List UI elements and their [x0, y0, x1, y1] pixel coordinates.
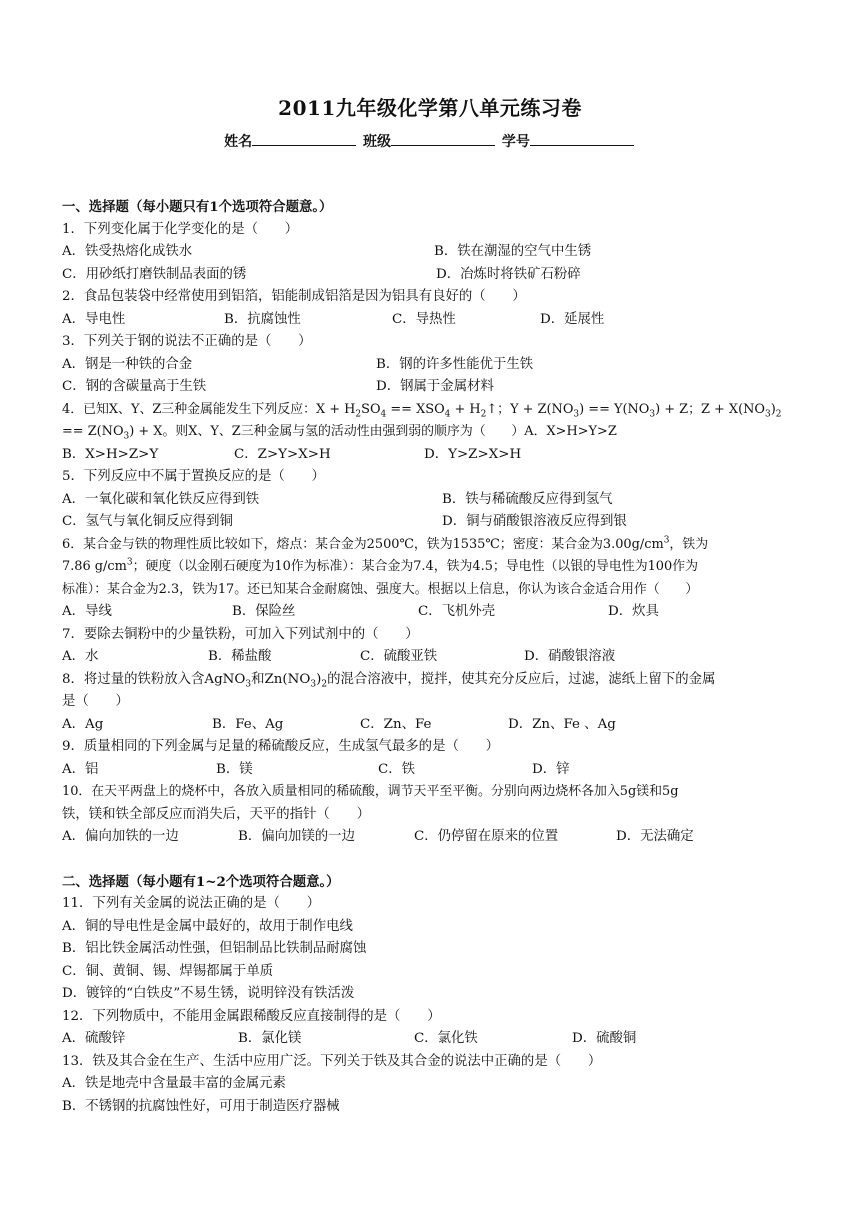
q8-option-b: B．Fe、Ag [212, 716, 284, 732]
q8-option-a: A．Ag [62, 716, 104, 732]
q11-stem: 11．下列有关金属的说法正确的是（ ） [62, 896, 321, 911]
q1-options-row2 [62, 264, 804, 287]
name-label: 姓名 [224, 134, 253, 150]
q10-line2: 铁，镁和铁全部反应而消失后，天平的指针（ ） [62, 806, 370, 822]
q5-options-row2 [62, 511, 804, 534]
q9-option-d: D．锌 [532, 761, 570, 777]
id-label: 学号 [501, 134, 530, 150]
q1-option-c: C．用砂纸打磨铁制品表面的锈 [62, 266, 247, 282]
q8-line1: 8．将过量的铁粉放入含AgNO$_3$和$Zn(NO_3)_2$的混合溶液中，搅拌，使其充分反应后，过滤，滤纸上留下的金属 [62, 671, 716, 690]
name-blank [252, 131, 356, 146]
q12-option-c: C．氯化铁 [414, 1031, 478, 1046]
q4-option-d: D．Y>Z>X>H [424, 446, 522, 462]
q3-stem: 3．下列关于钢的说法不正确的是（ ） [62, 334, 312, 349]
q1-option-b: B．铁在潮湿的空气中生锈 [434, 244, 592, 259]
q1-options-row1 [62, 241, 804, 264]
q6-line3: 标准）：某合金为2.3，铁为17。还已知某合金耐腐蚀、强度大。根据以上信息，你认为该合金适合用作（ ） [62, 581, 699, 597]
q5-option-a: A．一氧化碳和氧化铁反应得到铁 [62, 491, 260, 507]
q13-option-b: B．不锈钢的抗腐蚀性好，可用于制造医疗器械 [62, 1098, 340, 1114]
q2-option-c: C．导热性 [392, 311, 456, 327]
q2-option-a: A．导电性 [62, 311, 126, 327]
q5-option-b: B．铁与稀硫酸反应得到氢气 [442, 491, 613, 507]
q7-option-b: B．稀盐酸 [208, 649, 272, 664]
q8-options [62, 714, 804, 737]
q8-line2: 是（ ） [62, 694, 129, 709]
q3-option-b: B．钢的许多性能优于生铁 [376, 356, 534, 372]
q3-options-row2 [62, 376, 804, 399]
q9-option-c: C．铁 [378, 761, 416, 777]
q12-option-d: D．硫酸铜 [572, 1031, 637, 1046]
q12-option-b: B．氯化镁 [238, 1031, 302, 1046]
q7-option-c: C．硫酸亚铁 [360, 649, 438, 664]
q4-option-b: B．X>H>Z>Y [62, 446, 159, 462]
section-gap [62, 849, 804, 871]
q5-option-c: C．氢气与氧化铜反应得到铜 [62, 514, 233, 529]
q1-stem: 1．下列变化属于化学变化的是（ ） [62, 221, 299, 237]
q11-option-d: D．镀锌的“白铁皮”不易生锈，说明锌没有铁活泼 [62, 986, 355, 1001]
q5-option-d: D．铜与硝酸银溶液反应得到银 [442, 514, 627, 529]
q2-option-d: D．延展性 [540, 311, 605, 327]
q6-options [62, 601, 804, 624]
q5-stem: 5．下列反应中不属于置换反应的是（ ） [62, 469, 325, 484]
q9-option-b: B．镁 [216, 761, 253, 777]
q10-option-d: D．无法确定 [616, 829, 694, 844]
q6-option-a: A．导线 [62, 604, 112, 619]
q1-option-d: D．冶炼时将铁矿石粉碎 [436, 266, 581, 282]
q12-stem: 12．下列物质中，不能用金属跟稀酸反应直接制得的是（ ） [62, 1008, 441, 1024]
q3-option-a: A．钢是一种铁的合金 [62, 356, 193, 372]
q7-option-a: A．水 [62, 649, 99, 664]
q4-option-c: C．Z>Y>X>H [234, 446, 331, 462]
q8-option-c: C．Zn、Fe [360, 716, 432, 732]
q13-stem: 13．铁及其合金在生产、生活中应用广泛。下列关于铁及其合金的说法中正确的是（ ） [62, 1053, 602, 1069]
q4-line2: == $Z(NO_3) + X$。则X、Y、Z三种金属与氢的活动性由强到弱的顺序为（ ）A．X>H>Y>Z [62, 424, 617, 442]
q11-option-b: B．铝比铁金属活动性强，但铝制品比铁制品耐腐蚀 [62, 941, 367, 956]
q3-option-c: C．钢的含碳量高于生铁 [62, 379, 207, 394]
student-info-line [0, 131, 860, 151]
q4-options [62, 444, 804, 467]
q3-option-d: D．钢属于金属材料 [376, 379, 494, 394]
q11-option-a: A．铜的导电性是金属中最好的，故用于制作电线 [62, 918, 353, 934]
q9-stem: 9．质量相同的下列金属与足量的稀硫酸反应，生成氢气最多的是（ ） [62, 739, 500, 754]
q6-option-c: C．飞机外壳 [418, 604, 496, 619]
q8-option-d: D．Zn、Fe 、Ag [508, 716, 616, 732]
q7-options [62, 646, 804, 669]
q10-options [62, 826, 804, 849]
class-blank [391, 131, 495, 146]
q6-option-b: B．保险丝 [232, 604, 296, 619]
q6-line1: 6．某合金与铁的物理性质比较如下，熔点：某合金为2500℃，铁为1535℃；密度：某合金为$3.00g/cm^3$，铁为 [62, 535, 709, 552]
q11-option-c: C．铜、黄铜、锡、焊锡都属于单质 [62, 963, 274, 979]
exam-content [62, 196, 804, 1118]
q2-option-b: B．抗腐蚀性 [224, 311, 301, 327]
q7-option-d: D．硝酸银溶液 [524, 649, 616, 664]
q10-option-b: B．偏向加镁的一边 [238, 829, 355, 844]
q5-options-row1 [62, 489, 804, 512]
q3-options-row1 [62, 354, 804, 377]
q10-line1: 10．在天平两盘上的烧杯中，各放入质量相同的稀硫酸，调节天平至平衡。分别向两边烧杯各加入5g镁和5g [62, 784, 679, 799]
section-2-title: 二、选择题（每小题有1~2个选项符合题意。） [62, 873, 340, 890]
q6-line2: 7.86 $g/cm^3$；硬度（以金刚石硬度为10作为标准）：某合金为7.4，铁为4.5；导电性（以银的导电性为100作为 [62, 557, 698, 574]
q2-stem: 2．食品包装袋中经常使用到铝箔，铝能制成铝箔是因为铝具有良好的（ ） [62, 289, 526, 304]
class-label: 班级 [363, 134, 391, 150]
q10-option-c: C．仍停留在原来的位置 [414, 829, 559, 844]
q6-option-d: D．炊具 [608, 604, 659, 619]
q12-options [62, 1028, 804, 1051]
q2-options [62, 309, 804, 332]
q1-option-a: A．铁受热熔化成铁水 [62, 244, 193, 259]
page-title: 2011九年级化学第八单元练习卷 [278, 96, 582, 120]
q9-options [62, 759, 804, 782]
q7-stem: 7．要除去铜粉中的少量铁粉，可加入下列试剂中的（ ） [62, 626, 419, 642]
id-blank [530, 131, 634, 146]
q9-option-a: A．铝 [62, 761, 99, 777]
q10-option-a: A．偏向加铁的一边 [62, 829, 179, 844]
q4-line1: 4．已知X、Y、Z三种金属能发生下列反应：$X + H_2SO_4 == XSO_4$ + $H_2↑$；$Y + Z(NO_3) == Y(NO_3) + Z$；$Z + X(NO_3)_2$ [62, 401, 782, 420]
q13-option-a: A．铁是地壳中含量最丰富的金属元素 [62, 1076, 286, 1091]
section-1-title: 一、选择题（每小题只有1个选项符合题意。） [62, 199, 333, 215]
q12-option-a: A．硫酸锌 [62, 1031, 126, 1046]
